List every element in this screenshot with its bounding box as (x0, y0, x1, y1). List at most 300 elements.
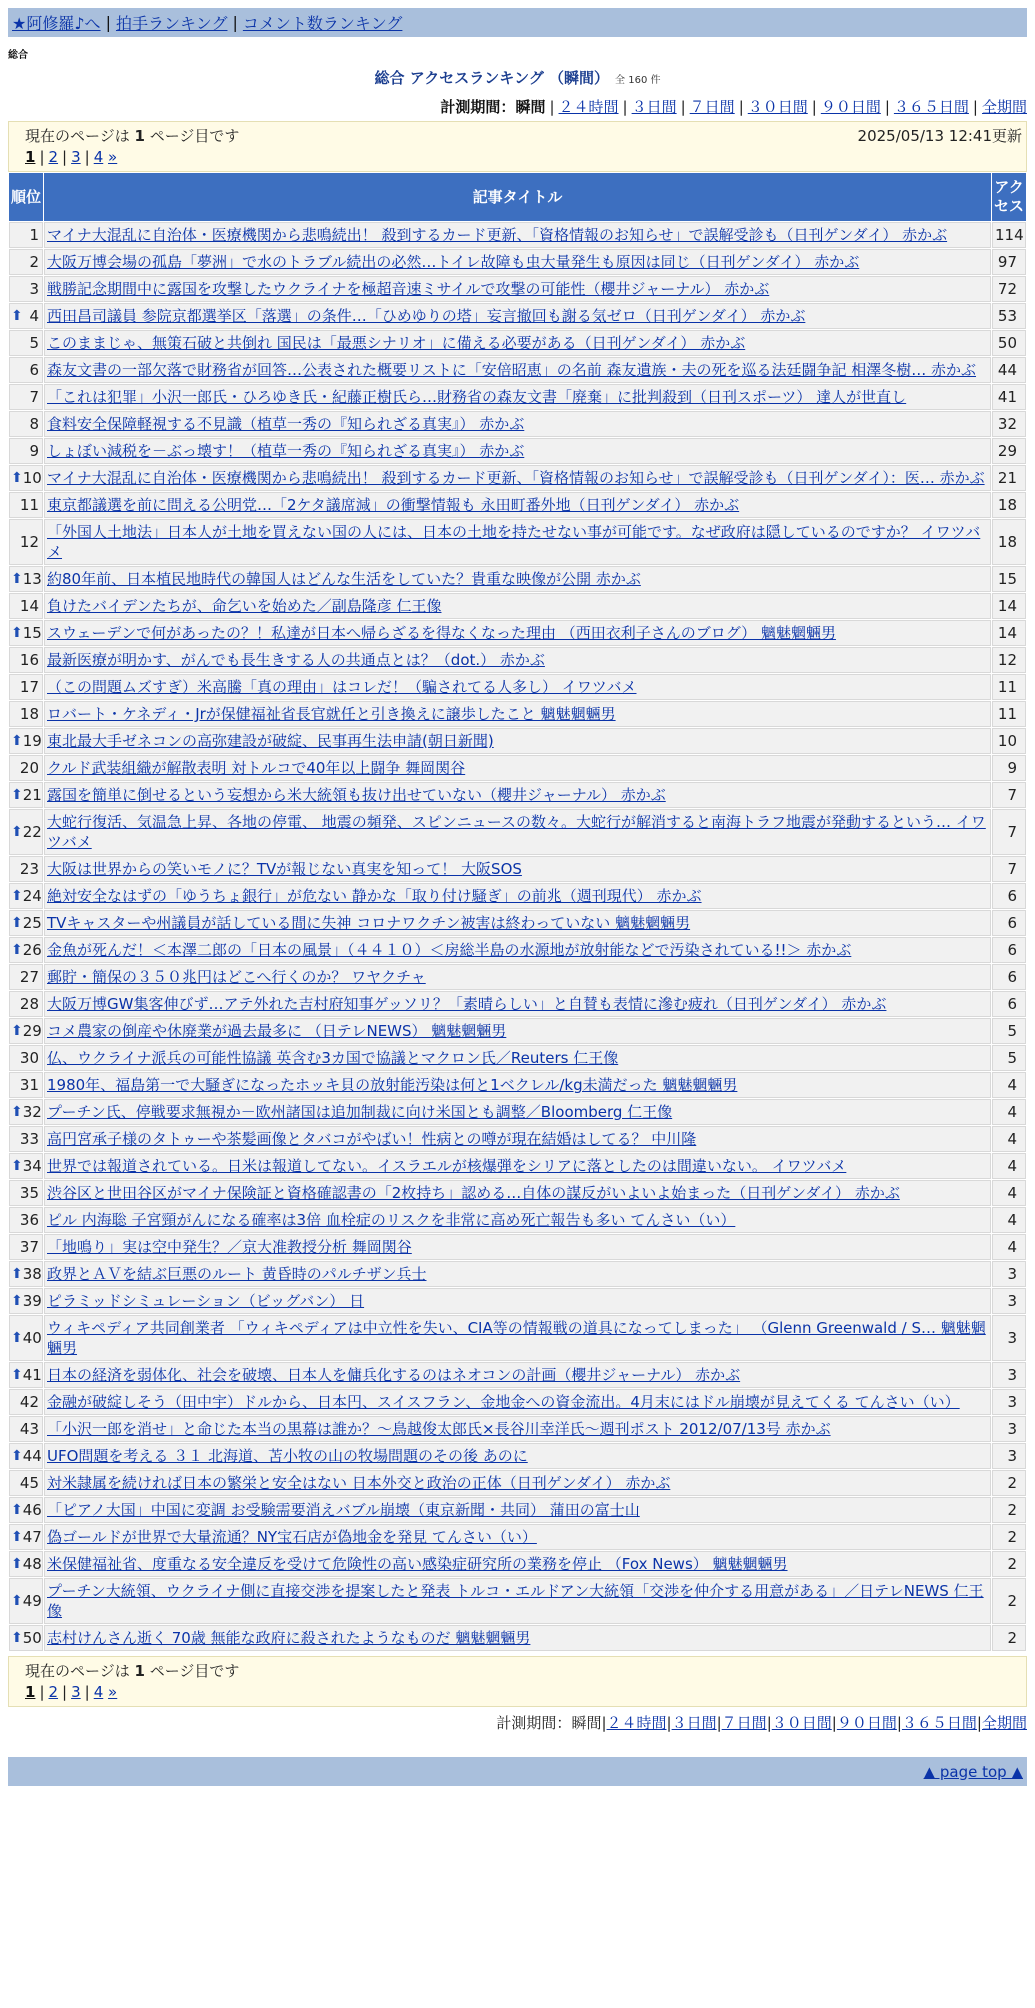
home-link[interactable]: ★阿修羅♪へ (12, 14, 101, 33)
table-row (9, 1578, 1026, 1624)
table-row (9, 782, 1026, 808)
nav-separator: | (232, 13, 238, 32)
article-link[interactable]: 米保健福祉省、度重なる安全違反を受けて危険性の高い感染症研究所の業務を停止 （Fox News） 魑魅魍魎男 (47, 1555, 788, 1573)
rank-up-arrow-icon: ⬆ (11, 308, 23, 324)
title-cell (44, 276, 991, 302)
rank-cell (9, 809, 43, 855)
table-row (9, 1126, 1026, 1152)
table-row (9, 384, 1026, 410)
article-link[interactable]: UFO問題を考える ３１ 北海道、苫小牧の山の牧場問題のその後 あのに (47, 1447, 528, 1465)
article-link[interactable]: 対米隷属を続ければ日本の繁栄と安全はない 日本外交と政治の正体（日刊ゲンダイ） 赤かぶ (47, 1474, 671, 1492)
rank-cell (9, 276, 43, 302)
access-count: 9 (992, 755, 1026, 781)
rank-cell (9, 1578, 43, 1624)
period-link[interactable]: ２４時間 (606, 1714, 667, 1732)
rank-up-arrow-icon: ⬆ (11, 942, 23, 958)
table-header-row (9, 173, 1026, 221)
table-row (9, 222, 1026, 248)
title-cell (44, 620, 991, 646)
rank-up-arrow-icon: ⬆ (11, 625, 23, 641)
article-link[interactable]: マイナ大混乱に自治体・医療機関から悲鳴続出！ 殺到するカード更新、「資格情報のお知らせ」で誤解受診も（日刊ゲンダイ） 赤かぶ (47, 226, 948, 244)
title-cell (44, 1234, 991, 1260)
rank-number: 15 (22, 624, 42, 642)
table-row (9, 809, 1026, 855)
rank-number: 6 (29, 361, 39, 379)
pager-current: 1 (25, 1683, 36, 1701)
rank-cell (9, 303, 43, 329)
rank-number: 12 (19, 533, 39, 551)
rank-number: 18 (19, 705, 39, 723)
article-link[interactable]: 「地鳴り」実は空中発生？／京大准教授分析 舞岡関谷 (47, 1238, 412, 1256)
rank-cell (9, 964, 43, 990)
access-count: 6 (992, 964, 1026, 990)
rank-up-arrow-icon: ⬆ (11, 571, 23, 587)
article-link[interactable]: 渋谷区と世田谷区がマイナ保険証と資格確認書の「2枚持ち」認める…自体の謀反がいよいよ始まった（日刊ゲンダイ） 赤かぶ (47, 1184, 900, 1202)
period-link[interactable]: ７日間 (721, 1714, 767, 1732)
title-cell (44, 1497, 991, 1523)
rank-number: 36 (19, 1211, 39, 1229)
rank-number: 7 (29, 388, 39, 406)
article-link[interactable]: 郵貯・簡保の３５０兆円はどこへ行くのか？ ワヤクチャ (47, 968, 426, 986)
rank-number: 32 (22, 1103, 42, 1121)
article-link[interactable]: 仏、ウクライナ派兵の可能性協議 英含む3カ国で協議とマクロン氏／Reuters 仁王像 (47, 1049, 619, 1067)
article-link[interactable]: ピル 内海聡 子宮頸がんになる確率は3倍 血栓症のリスクを非常に高め死亡報告も多い てんさい（い） (47, 1211, 736, 1229)
table-row (9, 465, 1026, 491)
rank-cell (9, 1072, 43, 1098)
rank-up-arrow-icon: ⬆ (11, 1266, 23, 1282)
access-count: 29 (992, 438, 1026, 464)
rank-cell (9, 1443, 43, 1469)
nav-separator: | (105, 13, 111, 32)
title-cell (44, 1018, 991, 1044)
title-cell (44, 728, 991, 754)
title-cell (44, 964, 991, 990)
period-link[interactable]: ３６５日間 (901, 1714, 977, 1732)
period-link[interactable]: ９０日間 (836, 1714, 897, 1732)
rank-number: 5 (29, 334, 39, 352)
table-row (9, 728, 1026, 754)
period-link[interactable]: ３０日間 (747, 98, 808, 116)
rank-cell (9, 910, 43, 936)
rank-number: 37 (19, 1238, 39, 1256)
rank-cell (9, 1261, 43, 1287)
period-link[interactable]: 全期間 (981, 1714, 1027, 1732)
pager-link[interactable]: 3 (71, 1683, 81, 1701)
article-link[interactable]: 大阪は世界からの笑いモノに？TVが報じない真実を知って！ 大阪SOS (47, 860, 522, 878)
title-cell (44, 1389, 991, 1415)
title-cell (44, 303, 991, 329)
rank-number: 11 (19, 496, 39, 514)
title-cell (44, 991, 991, 1017)
access-count: 53 (992, 303, 1026, 329)
period-separator: | (766, 1714, 772, 1732)
table-row (9, 1416, 1026, 1442)
comment-ranking-link[interactable]: コメント数ランキング (242, 14, 403, 33)
table-row (9, 1207, 1026, 1233)
title-cell (44, 1578, 991, 1624)
access-count: 114 (992, 222, 1026, 248)
article-link[interactable]: 日本の経済を弱体化、社会を破壊、日本人を傭兵化するのはネオコンの計画（櫻井ジャーナル） 赤かぶ (47, 1366, 741, 1384)
rank-up-arrow-icon: ⬆ (11, 1448, 23, 1464)
article-link[interactable]: 世界では報道されている。日米は報道してない。イスラエルが核爆弾をシリアに落としたのは間違いない。 イワツバメ (47, 1157, 847, 1175)
total-count: 全 160 件 (615, 75, 661, 86)
table-row (9, 1018, 1026, 1044)
rank-up-arrow-icon: ⬆ (11, 1367, 23, 1383)
rank-cell (9, 1207, 43, 1233)
title-cell (44, 755, 991, 781)
title-cell (44, 1443, 991, 1469)
rank-number: 34 (22, 1157, 42, 1175)
access-count: 3 (992, 1362, 1026, 1388)
period-separator: | (666, 1714, 672, 1732)
table-row (9, 1180, 1026, 1206)
access-count: 14 (992, 620, 1026, 646)
access-count: 6 (992, 910, 1026, 936)
period-separator: | (549, 98, 555, 116)
pager (9, 146, 1026, 171)
article-link[interactable]: 大阪万博GW集客伸びず…アテ外れた吉村府知事ゲッソリ？「素晴らしい」と自賛も表情に滲む疲れ（日刊ゲンダイ） 赤かぶ (47, 995, 887, 1013)
access-header: アクセス (992, 173, 1026, 221)
rank-number: 14 (19, 597, 39, 615)
rank-cell (9, 1018, 43, 1044)
period-label: 計測期間： (440, 98, 516, 116)
period-separator: | (884, 98, 890, 116)
article-link[interactable]: 政界とＡＶを結ぶ巨悪のルート 黄昏時のパルチザン兵士 (47, 1265, 427, 1283)
access-count: 3 (992, 1261, 1026, 1287)
access-count: 5 (992, 1018, 1026, 1044)
title-cell (44, 593, 991, 619)
table-row (9, 1524, 1026, 1550)
pager-link[interactable]: 4 (93, 148, 104, 166)
table-row (9, 1153, 1026, 1179)
table-row (9, 519, 1026, 565)
article-link[interactable]: 森友文書の一部欠落で財務省が回答…公表された概要リストに「安倍昭恵」の名前 森友遺族・夫の死を巡る法廷闘争記 相澤冬樹… 赤かぶ (47, 361, 977, 379)
clap-ranking-link[interactable]: 拍手ランキング (115, 14, 228, 33)
rank-cell (9, 1045, 43, 1071)
rank-number: 40 (22, 1329, 42, 1347)
table-row (9, 249, 1026, 275)
rank-number: 24 (22, 887, 42, 905)
period-link[interactable]: ３日間 (631, 98, 677, 116)
title-cell (44, 1470, 991, 1496)
article-link[interactable]: 「ピアノ大国」中国に変調 お受験需要消えバブル崩壊（東京新聞・共同） 蒲田の富士山 (47, 1501, 640, 1519)
access-count: 3 (992, 1416, 1026, 1442)
period-separator: | (811, 98, 817, 116)
article-link[interactable]: 「小沢一郎を消せ」と命じた本当の黒幕は誰か？～鳥越俊太郎氏×長谷川幸洋氏～週刊ポスト 2012/07/13号 赤かぶ (47, 1420, 831, 1438)
period-link[interactable]: ３日間 (671, 1714, 717, 1732)
rank-number: 39 (22, 1292, 42, 1310)
title-cell (44, 1099, 991, 1125)
rank-cell (9, 357, 43, 383)
pager-separator: | (84, 148, 90, 166)
rank-cell (9, 701, 43, 727)
article-link[interactable]: 絶対安全なはずの「ゆうちょ銀行」が危ない 静かな「取り付け騒ぎ」の前兆（週刊現代） 赤かぶ (47, 887, 702, 905)
access-count: 50 (992, 330, 1026, 356)
rank-number: 28 (19, 995, 39, 1013)
pager-separator: | (62, 148, 68, 166)
article-link[interactable]: しょぼい減税を－ぶっ壊す！（植草一秀の『知られざる真実』） 赤かぶ (47, 442, 525, 460)
article-link[interactable]: 偽ゴールドが世界で大量流通？NY宝石店が偽地金を発見 てんさい（い） (47, 1528, 537, 1546)
table-row (9, 1551, 1026, 1577)
access-count: 11 (992, 674, 1026, 700)
title-cell (44, 1625, 991, 1651)
title-cell (44, 1524, 991, 1550)
article-link[interactable]: スウェーデンで何があったの？！私達が日本へ帰らざるを得なくなった理由 （西田衣利子さんのブログ） 魑魅魍魎男 (47, 624, 836, 642)
access-count: 41 (992, 384, 1026, 410)
table-row (9, 1389, 1026, 1415)
rank-cell (9, 856, 43, 882)
title-cell (44, 809, 991, 855)
table-row (9, 1099, 1026, 1125)
rank-up-arrow-icon: ⬆ (11, 1529, 23, 1545)
rank-number: 48 (22, 1555, 42, 1573)
article-link[interactable]: マイナ大混乱に自治体・医療機関から悲鳴続出！ 殺到するカード更新、「資格情報のお知らせ」で誤解受診も（日刊ゲンダイ）：医… 赤かぶ (47, 469, 985, 487)
rank-up-arrow-icon: ⬆ (11, 1293, 23, 1309)
article-link[interactable]: プーチン氏、停戦要求無視か－欧州諸国は追加制裁に向け米国とも調整／Bloomberg 仁王像 (47, 1103, 673, 1121)
article-link[interactable]: プーチン大統領、ウクライナ側に直接交渉を提案したと発表 トルコ・エルドアン大統領「交渉を仲介する用意がある」／日テレNEWS 仁王像 (47, 1582, 984, 1620)
article-link[interactable]: 最新医療が明かす、がんでも長生きする人の共通点とは？（dot.） 赤かぶ (47, 651, 545, 669)
rank-up-arrow-icon: ⬆ (11, 1158, 23, 1174)
rank-cell (9, 1470, 43, 1496)
rank-number: 30 (19, 1049, 39, 1067)
table-row (9, 330, 1026, 356)
access-count: 14 (992, 593, 1026, 619)
article-link[interactable]: 金融が破綻しそう（田中宇）ドルから、日本円、スイスフラン、金地金への資金流出。4月末にはドル崩壊が見えてくる てんさい（い） (47, 1393, 960, 1411)
rank-up-arrow-icon: ⬆ (11, 1502, 23, 1518)
article-link[interactable]: 東北最大手ゼネコンの高弥建設が破綻、民事再生法申請(朝日新聞) (47, 732, 494, 750)
article-link[interactable]: 食料安全保障軽視する不見識（植草一秀の『知られざる真実』） 赤かぶ (47, 415, 525, 433)
article-link[interactable]: 1980年、福島第一で大騒ぎになったホッキ貝の放射能汚染は何と1ベクレル/kg未満だった 魑魅魍魎男 (47, 1076, 738, 1094)
rank-number: 31 (19, 1076, 39, 1094)
rank-up-arrow-icon: ⬆ (11, 1104, 23, 1120)
rank-number: 13 (22, 570, 42, 588)
rank-cell (9, 330, 43, 356)
table-row (9, 438, 1026, 464)
article-link[interactable]: TVキャスターや州議員が話している間に失神 コロナワクチン被害は終わっていない 魑魅魍魎男 (47, 914, 691, 932)
period-link[interactable]: ９０日間 (820, 98, 881, 116)
article-link[interactable]: ウィキペディア共同創業者 「ウィキペディアは中立性を失い、CIA等の情報戦の道具になってしまった」 （Glenn Greenwald / S… 魑魅魍魎男 (47, 1319, 986, 1357)
article-link[interactable]: （この問題ムズすぎ）米高騰「真の理由」はコレだ！（騙されてる人多し） イワツバメ (47, 678, 637, 696)
rank-number: 45 (19, 1474, 39, 1492)
title-cell (44, 856, 991, 882)
rank-up-arrow-icon: ⬆ (11, 915, 23, 931)
article-link[interactable]: 「外国人土地法」日本人が土地を買えない国の人には、日本の土地を持たせない事が可能です。なぜ政府は隠しているのですか？ イワツバメ (47, 523, 981, 561)
rank-cell (9, 755, 43, 781)
pager (9, 1681, 1026, 1706)
page-top-link[interactable]: ▲ page top ▲ (923, 1762, 1023, 1781)
rank-number: 10 (22, 469, 42, 487)
access-count: 6 (992, 883, 1026, 909)
pager-separator: | (62, 1683, 68, 1701)
title-cell (44, 1362, 991, 1388)
period-link[interactable]: ３０日間 (771, 1714, 832, 1732)
title-cell (44, 330, 991, 356)
pager-link[interactable]: 2 (48, 1683, 59, 1701)
access-count: 3 (992, 1315, 1026, 1361)
period-link[interactable]: ７日間 (689, 98, 735, 116)
pager-link[interactable]: 4 (93, 1683, 104, 1701)
article-link[interactable]: 大蛇行復活、気温急上昇、各地の停電、 地震の頻発、スピンニュースの数々。大蛇行が解消すると南海トラフ地震が発動するという… イワツバメ (47, 813, 986, 851)
period-label: 計測期間： (496, 1714, 572, 1732)
rank-up-arrow-icon: ⬆ (11, 1330, 23, 1346)
table-row (9, 492, 1026, 518)
table-row (9, 1625, 1026, 1651)
title-cell (44, 1551, 991, 1577)
rank-cell (9, 1551, 43, 1577)
access-count: 4 (992, 1126, 1026, 1152)
rank-number: 41 (22, 1366, 42, 1384)
pager-separator: | (39, 1683, 45, 1701)
title-cell (44, 701, 991, 727)
ranking-table (8, 172, 1027, 1652)
article-link[interactable]: ピラミッドシミュレーション（ビッグバン） 日 (47, 1292, 365, 1310)
table-row (9, 411, 1026, 437)
table-row (9, 883, 1026, 909)
table-row (9, 1234, 1026, 1260)
article-link[interactable]: 「これは犯罪」小沢一郎氏・ひろゆき氏・紀藤正樹氏ら…財務省の森友文書「廃棄」に批判殺到（日刊スポーツ） 達人が世直し (47, 388, 907, 406)
access-count: 6 (992, 937, 1026, 963)
table-row (9, 1261, 1026, 1287)
title-header: 記事タイトル (44, 173, 991, 221)
pager-next[interactable]: » (108, 1683, 118, 1701)
page-title-row (0, 67, 1035, 88)
access-count: 18 (992, 492, 1026, 518)
rank-cell (9, 728, 43, 754)
title-cell (44, 1416, 991, 1442)
table-row (9, 647, 1026, 673)
rank-number: 27 (19, 968, 39, 986)
rank-up-arrow-icon: ⬆ (11, 1630, 23, 1646)
pager-link[interactable]: 3 (71, 148, 81, 166)
rank-number: 8 (29, 415, 39, 433)
access-count: 4 (992, 1180, 1026, 1206)
access-count: 2 (992, 1524, 1026, 1550)
access-count: 97 (992, 249, 1026, 275)
period-separator: | (976, 1714, 982, 1732)
period-separator: | (601, 1714, 607, 1732)
rank-number: 22 (22, 823, 42, 841)
rank-cell (9, 620, 43, 646)
rank-header: 順位 (9, 173, 43, 221)
rank-cell (9, 438, 43, 464)
table-row (9, 755, 1026, 781)
title-cell (44, 647, 991, 673)
pager-current: 1 (25, 148, 36, 166)
rank-number: 42 (19, 1393, 39, 1411)
access-count: 6 (992, 991, 1026, 1017)
rank-cell (9, 1524, 43, 1550)
rank-number: 1 (29, 226, 39, 244)
access-count: 2 (992, 1625, 1026, 1651)
table-row (9, 701, 1026, 727)
period-link[interactable]: ２４時間 (558, 98, 619, 116)
article-link[interactable]: 高円宮承子様のタトゥーや茶髪画像とタバコがやばい！性病との噂が現在結婚はしてる？ 中川隆 (47, 1130, 697, 1148)
rank-number: 23 (19, 860, 39, 878)
table-row (9, 991, 1026, 1017)
article-link[interactable]: ロバート・ケネディ・Jrが保健福祉省長官就任と引き換えに譲歩したこと 魑魅魍魎男 (47, 705, 616, 723)
title-cell (44, 384, 991, 410)
rank-number: 2 (29, 253, 39, 271)
page-title: 総合 アクセスランキング （瞬間） (374, 69, 610, 87)
table-row (9, 1315, 1026, 1361)
rank-cell (9, 384, 43, 410)
pager-next[interactable]: » (108, 148, 118, 166)
access-count: 10 (992, 728, 1026, 754)
rank-number: 43 (19, 1420, 39, 1438)
table-row (9, 1045, 1026, 1071)
period-selector (0, 1712, 1027, 1733)
rank-cell (9, 1362, 43, 1388)
article-link[interactable]: 西田昌司議員 参院京都選挙区「落選」の条件…「ひめゆりの塔」妄言撤回も謝る気ゼロ（日刊ゲンダイ） 赤かぶ (47, 307, 806, 325)
page-info (9, 122, 1026, 146)
pager-separator: | (39, 148, 45, 166)
rank-cell (9, 1126, 43, 1152)
article-link[interactable]: 金魚が死んだ！＜本澤二郎の「日本の風景」（４４１０）＜房総半島の水源地が放射能などで汚染されている!!＞ 赤かぶ (47, 941, 852, 959)
article-link[interactable]: 東京都議選を前に問える公明党…「2ケタ議席減」の衝撃情報も 永田町番外地（日刊ゲンダイ） 赤かぶ (47, 496, 740, 514)
table-row (9, 674, 1026, 700)
top-nav-bar (8, 8, 1027, 37)
rank-cell (9, 991, 43, 1017)
rank-number: 16 (19, 651, 39, 669)
article-link[interactable]: コメ農家の倒産や休廃業が過去最多に （日テレNEWS） 魑魅魍魎男 (47, 1022, 507, 1040)
table-row (9, 910, 1026, 936)
access-count: 5 (992, 1045, 1026, 1071)
period-link[interactable]: ３６５日間 (893, 98, 969, 116)
title-cell (44, 782, 991, 808)
table-row (9, 357, 1026, 383)
pager-separator: | (84, 1683, 90, 1701)
page-info (9, 1657, 1026, 1681)
article-link[interactable]: 約80年前、日本植民地時代の韓国人はどんな生活をしていた？貴重な映像が公開 赤かぶ (47, 570, 641, 588)
rank-number: 49 (22, 1592, 42, 1610)
article-link[interactable]: このままじゃ、無策石破と共倒れ 国民は「最悪シナリオ」に備える必要がある（日刊ゲンダイ） 赤かぶ (47, 334, 746, 352)
pager-link[interactable]: 2 (48, 148, 59, 166)
current-page-text: 現在のページは 1 ページ目です (25, 126, 240, 145)
rank-up-arrow-icon: ⬆ (11, 1556, 23, 1572)
rank-number: 20 (19, 759, 39, 777)
title-cell (44, 1315, 991, 1361)
period-separator: | (972, 98, 978, 116)
rank-cell (9, 937, 43, 963)
rank-cell (9, 674, 43, 700)
rank-number: 47 (22, 1528, 42, 1546)
article-link[interactable]: 露国を簡単に倒せるという妄想から米大統領も抜け出せていない（櫻井ジャーナル） 赤かぶ (47, 786, 666, 804)
rank-cell (9, 519, 43, 565)
rank-cell (9, 593, 43, 619)
rank-cell (9, 1288, 43, 1314)
pager-panel-bottom (8, 1656, 1027, 1707)
article-link[interactable]: 負けたバイデンたちが、命乞いを始めた／副島隆彦 仁王像 (47, 597, 442, 615)
access-count: 4 (992, 1153, 1026, 1179)
article-link[interactable]: 大阪万博会場の孤島「夢洲」で水のトラブル続出の必然…トイレ故障も虫大量発生も原因は同じ（日刊ゲンダイ） 赤かぶ (47, 253, 860, 271)
rank-up-arrow-icon: ⬆ (11, 787, 23, 803)
period-link[interactable]: 全期間 (981, 98, 1027, 116)
article-link[interactable]: クルド武装組織が解散表明 対トルコで40年以上闘争 舞岡関谷 (47, 759, 466, 777)
title-cell (44, 674, 991, 700)
rank-number: 38 (22, 1265, 42, 1283)
article-link[interactable]: 戦勝記念期間中に露国を攻撃したウクライナを極超音速ミサイルで攻撃の可能性（櫻井ジャーナル） 赤かぶ (47, 280, 770, 298)
title-cell (44, 1126, 991, 1152)
table-row (9, 1288, 1026, 1314)
title-cell (44, 566, 991, 592)
rank-number: 46 (22, 1501, 42, 1519)
rank-up-arrow-icon: ⬆ (11, 733, 23, 749)
table-row (9, 1443, 1026, 1469)
period-selector (0, 96, 1027, 117)
period-separator: | (622, 98, 628, 116)
article-link[interactable]: 志村けんさん逝く 70歳 無能な政府に殺されたようなものだ 魑魅魍魎男 (47, 1629, 531, 1647)
title-cell (44, 438, 991, 464)
